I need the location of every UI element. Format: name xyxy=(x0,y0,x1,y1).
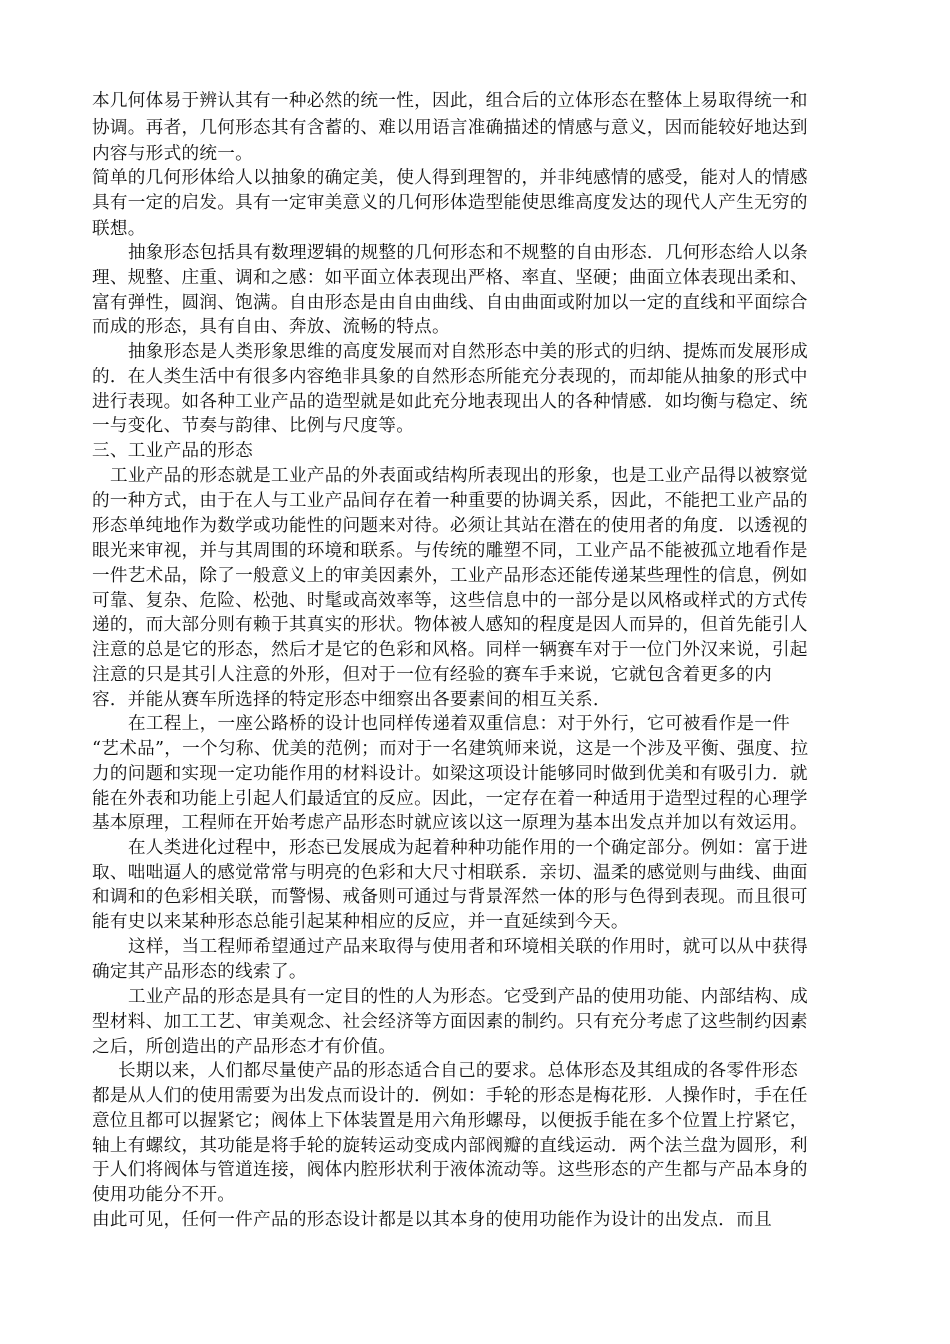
text-line: 型材料、加工工艺、审美观念、社会经济等方面因素的制约。只有充分考虑了这些制约因素 xyxy=(92,1012,808,1032)
text-line: 工业产品的形态是具有一定目的性的人为形态。它受到产品的使用功能、内部结构、成 xyxy=(128,987,808,1007)
text-line: 在工程上，一座公路桥的设计也同样传递着双重信息：对于外行，它可被看作是一件 xyxy=(128,714,791,734)
text-line: 内容与形式的统一。 xyxy=(92,144,254,164)
text-line: 于人们将阀体与管道连接，阀体内腔形状利于液体流动等。这些形态的产生都与产品本身的 xyxy=(92,1160,808,1180)
text-line: 工业产品的形态就是工业产品的外表面或结构所表现出的形象，也是工业产品得以被察觉 xyxy=(110,466,808,486)
text-line: 取、咄咄逼人的感觉常常与明亮的色彩和大尺寸相联系．亲切、温柔的感觉则与曲线、曲面 xyxy=(92,863,808,883)
text-line: 眼光来审视，并与其周围的环境和联系。与传统的雕塑不同，工业产品不能被孤立地看作是 xyxy=(92,541,808,561)
text-line: 确定其产品形态的线索了。 xyxy=(92,962,307,982)
text-line: 使用功能分不开。 xyxy=(92,1185,236,1205)
text-line: 这样，当工程师希望通过产品来取得与使用者和环境相关联的作用时，就可以从中获得 xyxy=(128,937,808,957)
text-line: 注意的总是它的形态，然后才是它的色彩和风格。同样一辆赛车对于一位门外汉来说，引起 xyxy=(92,640,808,660)
text-line: 进行表现。如各种工业产品的造型就是如此充分地表现出人的各种情感．如均衡与稳定、统 xyxy=(92,392,808,412)
text-line: 抽象形态是人类形象思维的高度发展而对自然形态中美的形式的归纳、提炼而发展形成 xyxy=(128,342,808,362)
text-line: 富有弹性，圆润、饱满。自由形态是由自由曲线、自由曲面或附加以一定的直线和平面综合 xyxy=(92,293,808,313)
section-heading: 三、工业产品的形态 xyxy=(92,441,254,461)
text-line: 的一种方式，由于在人与工业产品间存在着一种重要的协调关系，因此，不能把工业产品的 xyxy=(92,491,808,511)
text-line: 容．并能从赛车所选择的特定形态中细察出各要素间的相互关系． xyxy=(92,690,611,710)
text-line: 本几何体易于辨认其有一种必然的统一性，因此，组合后的立体形态在整体上易取得统一和 xyxy=(92,91,808,111)
text-line: “艺术品”，一个匀称、优美的范例；而对于一名建筑师来说，这是一个涉及平衡、强度、拉 xyxy=(92,739,809,759)
text-line: 一件艺术品，除了一般意义上的审美因素外，工业产品形态还能传递某些理性的信息，例如 xyxy=(92,566,808,586)
text-line: 力的问题和实现一定功能作用的材料设计。如梁这项设计能够同时做到优美和有吸引力．就 xyxy=(92,764,808,784)
text-line: 简单的几何形体给人以抽象的确定美，使人得到理智的，并非纯感情的感受，能对人的情感 xyxy=(92,168,808,188)
text-line: 递的，而大部分则有赖于其真实的形状。物体被人感知的程度是因人而异的，但首先能引人 xyxy=(92,615,808,635)
text-line: 都是从人们的使用需要为出发点而设计的．例如：手轮的形态是梅花形．人操作时，手在任 xyxy=(92,1086,808,1106)
text-line: 能有史以来某种形态总能引起某种相应的反应，并一直延续到今天。 xyxy=(92,912,629,932)
text-line: 协调。再者，几何形态其有含蓄的、难以用语言准确描述的情感与意义，因而能较好地达到 xyxy=(92,118,808,138)
text-line: 基本原理，工程师在开始考虑产品形态时就应该以这一原理为基本出发点并加以有效运用。 xyxy=(92,813,808,833)
text-line: 一与变化、节奏与韵律、比例与尺度等。 xyxy=(92,416,415,436)
text-line: 意位且都可以握紧它；阀体上下体装置是用六角形螺母，以便扳手能在多个位置上拧紧它， xyxy=(92,1111,808,1131)
text-line: 而成的形态，具有自由、奔放、流畅的特点。 xyxy=(92,317,450,337)
text-line: 具有一定的启发。具有一定审美意义的几何形体造型能使思维高度发达的现代人产生无穷的 xyxy=(92,193,808,213)
text-line: 轴上有螺纹，其功能是将手轮的旋转运动变成内部阀瓣的直线运动．两个法兰盘为圆形，利 xyxy=(92,1136,808,1156)
text-line: 长期以来，人们都尽量使产品的形态适合自己的要求。总体形态及其组成的各零件形态 xyxy=(118,1061,798,1081)
text-line: 之后，所创造出的产品形态才有价值。 xyxy=(92,1037,397,1057)
text-line: 和调和的色彩相关联，而警惕、戒备则可通过与背景浑然一体的形与色得到表现。而且很可 xyxy=(92,887,808,907)
text-line: 的．在人类生活中有很多内容绝非具象的自然形态所能充分表现的，而却能从抽象的形式中 xyxy=(92,367,808,387)
text-line: 由此可见，任何一件产品的形态设计都是以其本身的使用功能作为设计的出发点．而且 xyxy=(92,1210,772,1230)
text-line: 能在外表和功能上引起人们最适宜的反应。因此，一定存在着一种适用于造型过程的心理学 xyxy=(92,789,808,809)
text-line: 抽象形态包括具有数理逻辑的规整的几何形态和不规整的自由形态．几何形态给人以条 xyxy=(128,243,808,263)
text-line: 在人类进化过程中，形态已发展成为起着种种功能作用的一个确定部分。例如：富于进 xyxy=(128,838,808,858)
text-line: 理、规整、庄重、调和之感：如平面立体表现出严格、率直、坚硬；曲面立体表现出柔和、 xyxy=(92,268,808,288)
text-line: 联想。 xyxy=(92,219,146,239)
text-line: 注意的只是其引人注意的外形，但对于一位有经验的赛车手来说，它就包含着更多的内 xyxy=(92,665,772,685)
text-line: 可靠、复杂、危险、松弛、时髦或高效率等，这些信息中的一部分是以风格或样式的方式传 xyxy=(92,591,808,611)
text-line: 形态单纯地作为数学或功能性的问题来对待。必须让其站在潜在的使用者的角度．以透视的 xyxy=(92,516,808,536)
